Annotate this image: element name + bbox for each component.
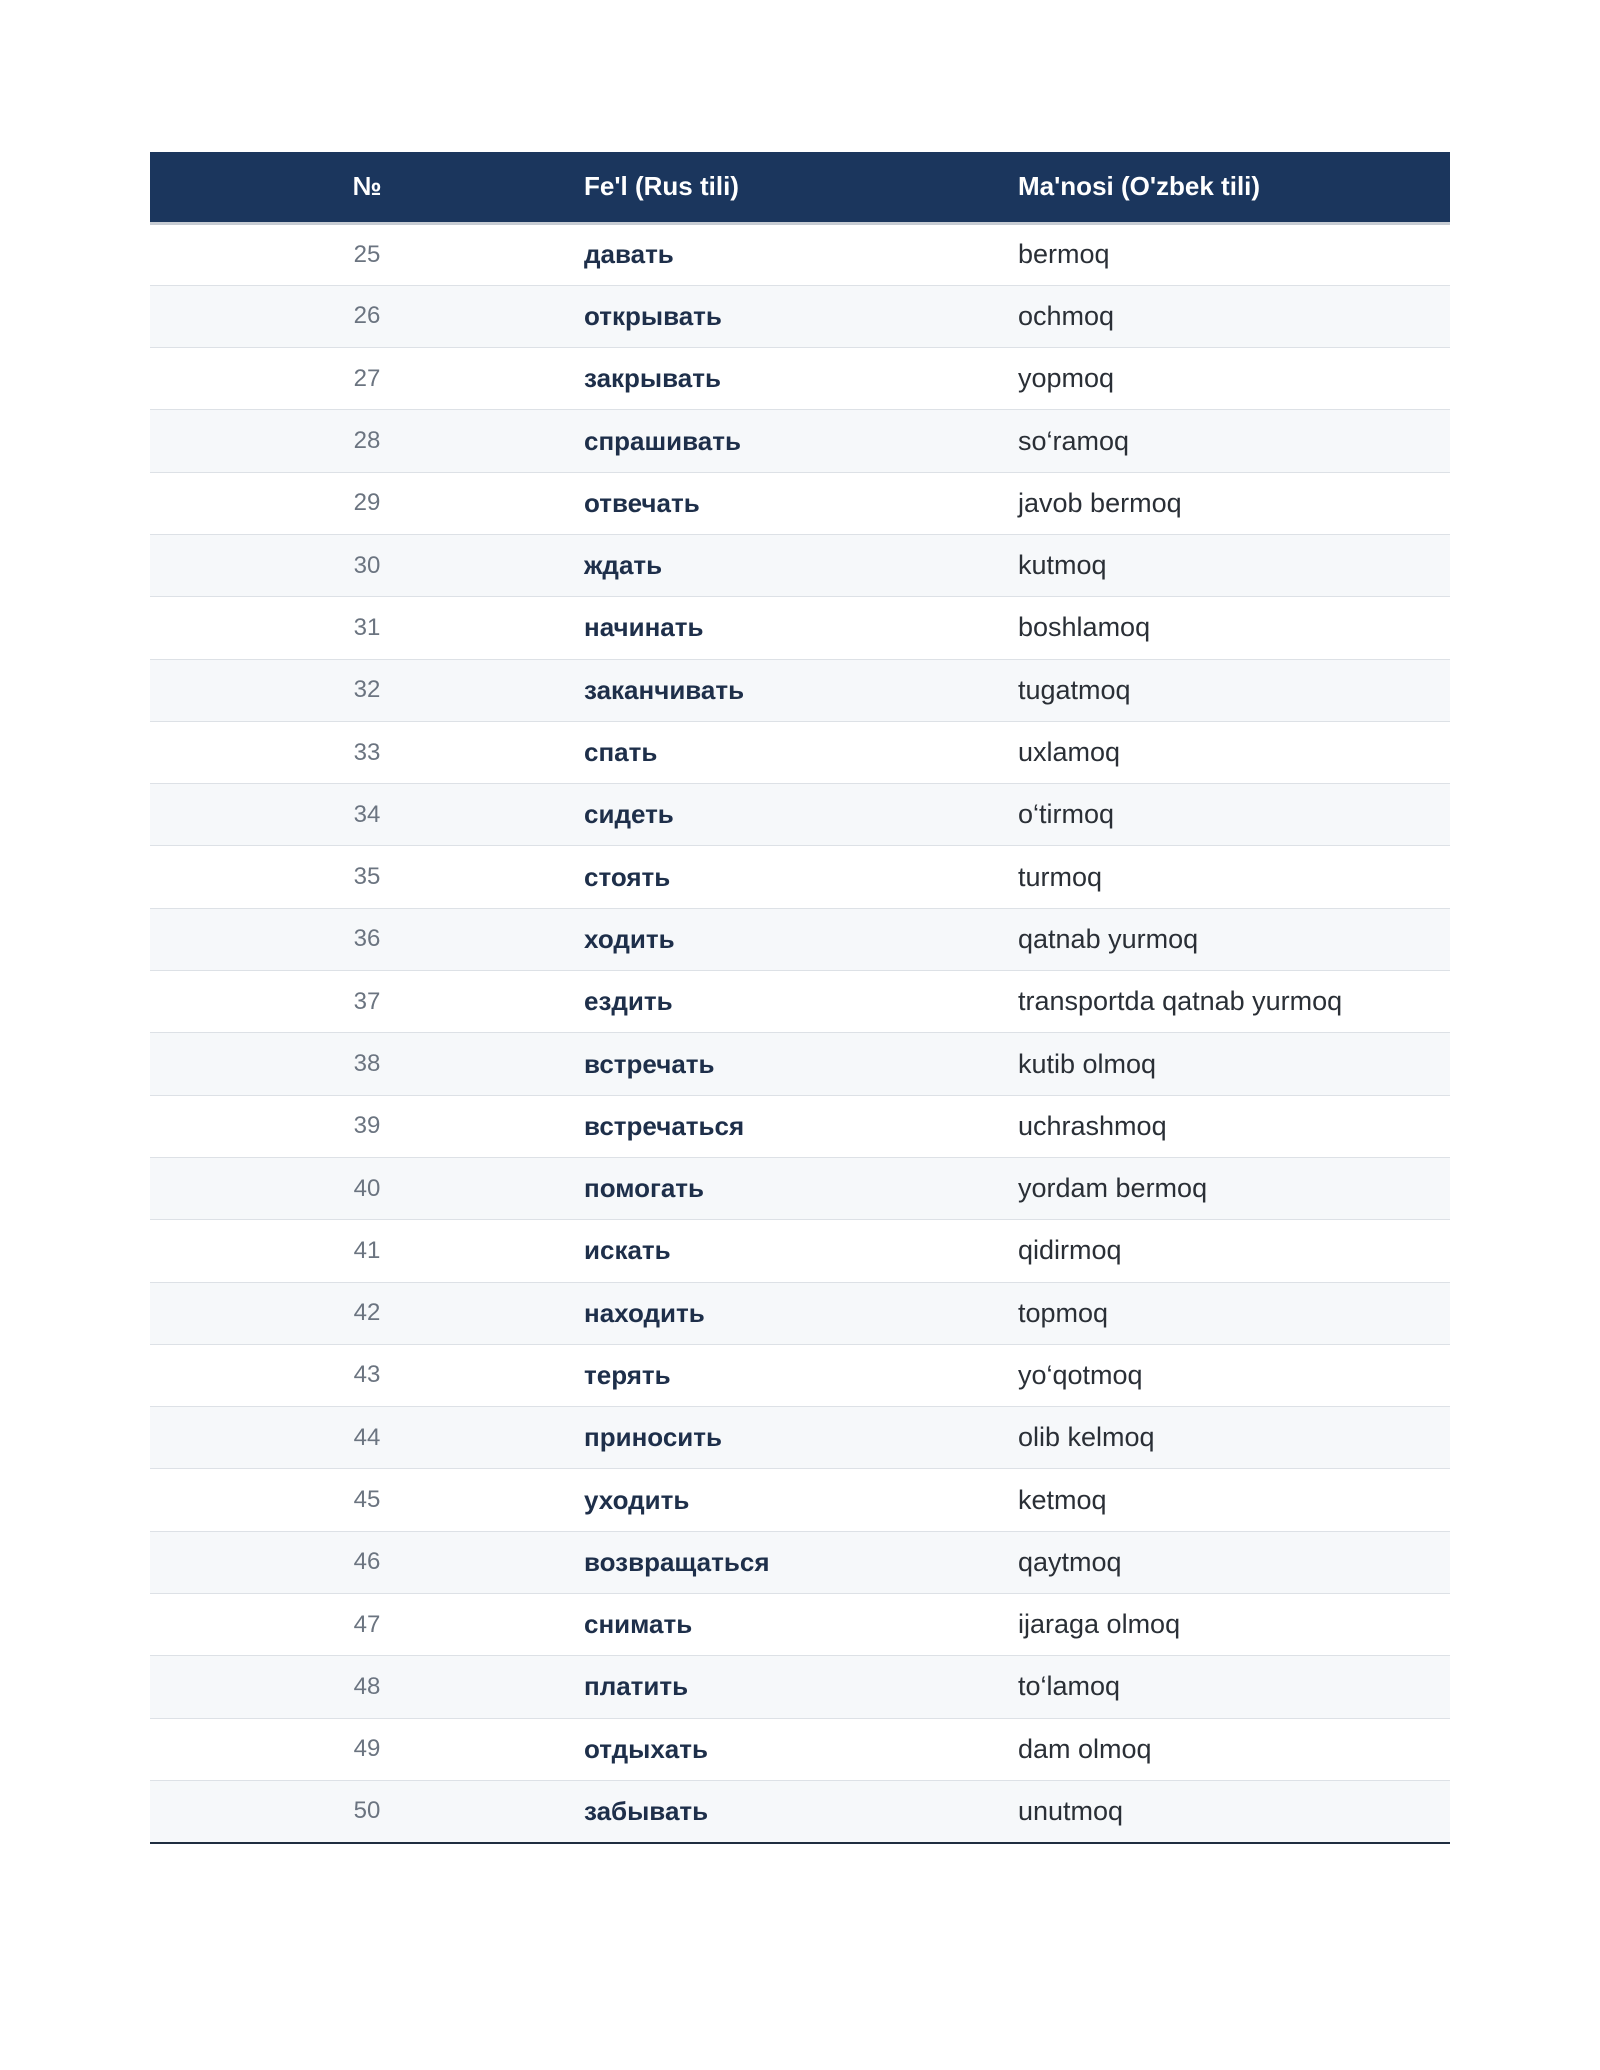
meaning-uzbek: dam olmoq (1018, 1718, 1450, 1780)
table-body (150, 223, 1450, 1843)
verb-russian: отвечать (584, 472, 1018, 534)
row-number: 34 (150, 784, 584, 846)
row-number: 47 (150, 1594, 584, 1656)
meaning-uzbek: transportda qatnab yurmoq (1018, 971, 1450, 1033)
row-number: 38 (150, 1033, 584, 1095)
header-row (150, 152, 1450, 223)
row-number: 41 (150, 1220, 584, 1282)
row-number: 33 (150, 721, 584, 783)
meaning-uzbek: yo‘qotmoq (1018, 1344, 1450, 1406)
table-header (150, 152, 1450, 223)
table-row (150, 1780, 1450, 1842)
meaning-uzbek: qaytmoq (1018, 1531, 1450, 1593)
table-row (150, 784, 1450, 846)
meaning-uzbek: kutib olmoq (1018, 1033, 1450, 1095)
row-number: 32 (150, 659, 584, 721)
table-row (150, 1095, 1450, 1157)
verb-russian: давать (584, 223, 1018, 285)
row-number: 25 (150, 223, 584, 285)
table-row (150, 1407, 1450, 1469)
row-number: 30 (150, 534, 584, 596)
vocabulary-sheet (150, 152, 1450, 1844)
row-number: 37 (150, 971, 584, 1033)
meaning-uzbek: boshlamoq (1018, 597, 1450, 659)
table-row (150, 1656, 1450, 1718)
verb-russian: возвращаться (584, 1531, 1018, 1593)
row-number: 48 (150, 1656, 584, 1718)
header-number: № (150, 152, 584, 223)
table-row (150, 1220, 1450, 1282)
row-number: 45 (150, 1469, 584, 1531)
verb-russian: ходить (584, 908, 1018, 970)
row-number: 50 (150, 1780, 584, 1842)
meaning-uzbek: kutmoq (1018, 534, 1450, 596)
verb-russian: находить (584, 1282, 1018, 1344)
verb-russian: снимать (584, 1594, 1018, 1656)
header-meaning-uzbek: Ma'nosi (O'zbek tili) (1018, 152, 1450, 223)
meaning-uzbek: topmoq (1018, 1282, 1450, 1344)
meaning-uzbek: to‘lamoq (1018, 1656, 1450, 1718)
table-row (150, 1033, 1450, 1095)
table-row (150, 1344, 1450, 1406)
row-number: 42 (150, 1282, 584, 1344)
meaning-uzbek: ketmoq (1018, 1469, 1450, 1531)
verb-russian: встречаться (584, 1095, 1018, 1157)
meaning-uzbek: qidirmoq (1018, 1220, 1450, 1282)
verb-russian: ездить (584, 971, 1018, 1033)
verb-russian: отдыхать (584, 1718, 1018, 1780)
table-row (150, 1157, 1450, 1219)
meaning-uzbek: so‘ramoq (1018, 410, 1450, 472)
meaning-uzbek: olib kelmoq (1018, 1407, 1450, 1469)
verb-russian: спрашивать (584, 410, 1018, 472)
row-number: 49 (150, 1718, 584, 1780)
verb-russian: встречать (584, 1033, 1018, 1095)
row-number: 29 (150, 472, 584, 534)
table-row (150, 223, 1450, 285)
meaning-uzbek: bermoq (1018, 223, 1450, 285)
verb-russian: спать (584, 721, 1018, 783)
table-row (150, 534, 1450, 596)
table-row (150, 472, 1450, 534)
row-number: 28 (150, 410, 584, 472)
table-row (150, 721, 1450, 783)
meaning-uzbek: turmoq (1018, 846, 1450, 908)
meaning-uzbek: uxlamoq (1018, 721, 1450, 783)
table-row (150, 597, 1450, 659)
row-number: 44 (150, 1407, 584, 1469)
meaning-uzbek: ijaraga olmoq (1018, 1594, 1450, 1656)
table-row (150, 1594, 1450, 1656)
meaning-uzbek: javob bermoq (1018, 472, 1450, 534)
row-number: 35 (150, 846, 584, 908)
table-row (150, 285, 1450, 347)
table-row (150, 348, 1450, 410)
meaning-uzbek: yopmoq (1018, 348, 1450, 410)
verb-russian: платить (584, 1656, 1018, 1718)
table-row (150, 1718, 1450, 1780)
table-row (150, 1469, 1450, 1531)
verb-russian: открывать (584, 285, 1018, 347)
verb-russian: закрывать (584, 348, 1018, 410)
row-number: 27 (150, 348, 584, 410)
table-row (150, 1531, 1450, 1593)
meaning-uzbek: uchrashmoq (1018, 1095, 1450, 1157)
header-verb-russian: Fe'l (Rus tili) (584, 152, 1018, 223)
verb-russian: стоять (584, 846, 1018, 908)
meaning-uzbek: unutmoq (1018, 1780, 1450, 1842)
table-row (150, 410, 1450, 472)
row-number: 46 (150, 1531, 584, 1593)
row-number: 31 (150, 597, 584, 659)
verb-russian: сидеть (584, 784, 1018, 846)
verb-russian: начинать (584, 597, 1018, 659)
table-row (150, 908, 1450, 970)
row-number: 40 (150, 1157, 584, 1219)
meaning-uzbek: yordam bermoq (1018, 1157, 1450, 1219)
row-number: 39 (150, 1095, 584, 1157)
verb-russian: терять (584, 1344, 1018, 1406)
table-row (150, 971, 1450, 1033)
table-row (150, 846, 1450, 908)
verb-russian: забывать (584, 1780, 1018, 1842)
row-number: 26 (150, 285, 584, 347)
verb-russian: заканчивать (584, 659, 1018, 721)
meaning-uzbek: qatnab yurmoq (1018, 908, 1450, 970)
meaning-uzbek: o‘tirmoq (1018, 784, 1450, 846)
table-row (150, 659, 1450, 721)
row-number: 36 (150, 908, 584, 970)
verb-russian: ждать (584, 534, 1018, 596)
verb-russian: помогать (584, 1157, 1018, 1219)
meaning-uzbek: ochmoq (1018, 285, 1450, 347)
verb-russian: искать (584, 1220, 1018, 1282)
verb-russian: приносить (584, 1407, 1018, 1469)
meaning-uzbek: tugatmoq (1018, 659, 1450, 721)
verb-table (150, 152, 1450, 1844)
verb-russian: уходить (584, 1469, 1018, 1531)
table-row (150, 1282, 1450, 1344)
row-number: 43 (150, 1344, 584, 1406)
